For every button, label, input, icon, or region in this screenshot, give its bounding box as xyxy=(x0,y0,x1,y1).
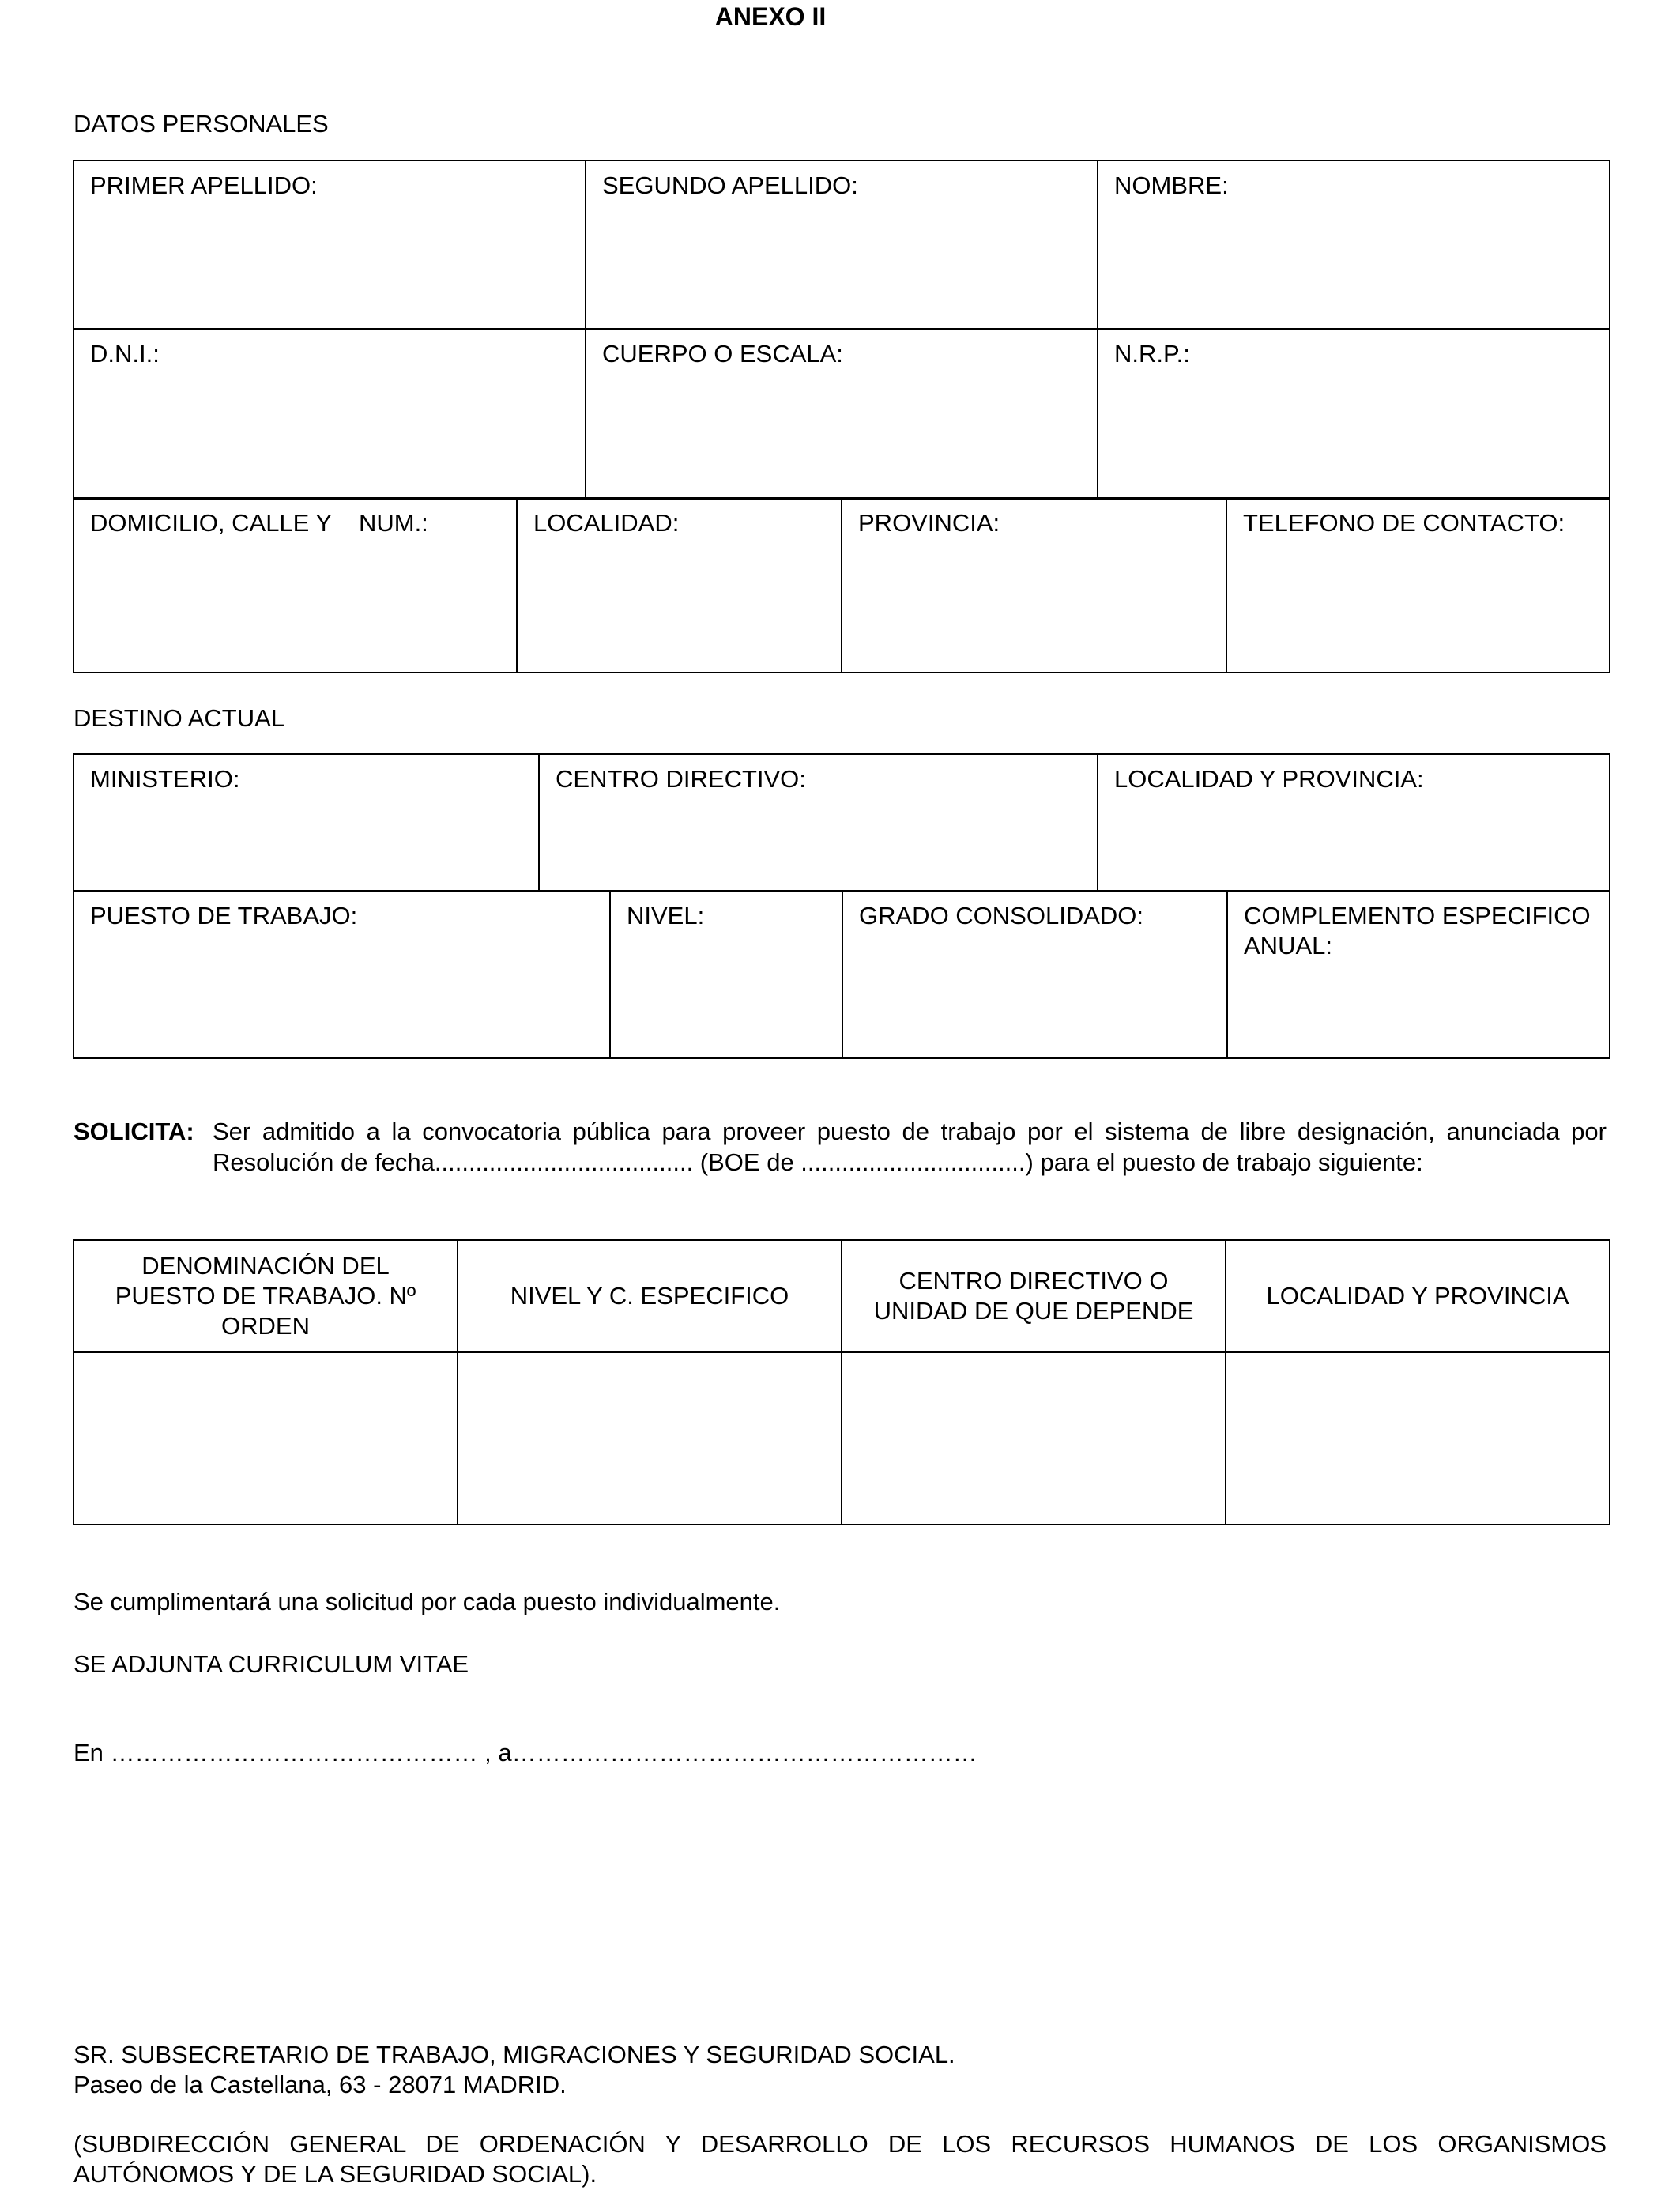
page-title: ANEXO II xyxy=(714,2,827,31)
addressee-line-2: Paseo de la Castellana, 63 - 28071 MADRID. xyxy=(73,2070,567,2098)
solicita-paragraph xyxy=(73,1117,1607,1178)
one-per-post-note: Se cumplimentará una solicitud por cada puesto individualmente. xyxy=(73,1588,781,1615)
solicita-text: Ser admitido a la convocatoria pública para proveer puesto de trabajo por el sistema de libre designación, anunciada por Resolución de fecha...................................... (BOE de .................................) para el puesto de trabajo siguiente: xyxy=(213,1118,1607,1176)
addressee-block xyxy=(73,2040,1607,2100)
primer-apellido-field[interactable]: PRIMER APELLIDO: xyxy=(73,160,586,329)
solicita-label: SOLICITA: xyxy=(73,1118,194,1145)
nivel-especifico-cell[interactable] xyxy=(458,1352,842,1525)
localidad-field[interactable]: LOCALIDAD: xyxy=(517,498,842,673)
personal-data-table-bottom xyxy=(73,497,1610,673)
dni-field[interactable]: D.N.I.: xyxy=(73,329,586,499)
centro-directivo-cell[interactable] xyxy=(842,1352,1226,1525)
addressee-line-1: SR. SUBSECRETARIO DE TRABAJO, MIGRACIONES Y SEGURIDAD SOCIAL. xyxy=(73,2041,955,2068)
nivel-field[interactable]: NIVEL: xyxy=(610,891,842,1058)
header-denominacion: DENOMINACIÓN DEL PUESTO DE TRABAJO. Nº ORDEN xyxy=(73,1240,458,1352)
header-centro-directivo: CENTRO DIRECTIVO O UNIDAD DE QUE DEPENDE xyxy=(842,1240,1226,1352)
header-localidad-provincia: LOCALIDAD Y PROVINCIA xyxy=(1226,1240,1610,1352)
destino-actual-heading: DESTINO ACTUAL xyxy=(73,704,284,732)
denominacion-cell[interactable] xyxy=(73,1352,458,1525)
localidad-provincia-cell[interactable] xyxy=(1226,1352,1610,1525)
localidad-provincia-field[interactable]: LOCALIDAD Y PROVINCIA: xyxy=(1098,754,1610,891)
destino-table-top xyxy=(73,753,1610,892)
header-nivel-especifico: NIVEL Y C. ESPECIFICO xyxy=(458,1240,842,1352)
curriculum-note: SE ADJUNTA CURRICULUM VITAE xyxy=(73,1650,469,1678)
complemento-especifico-field[interactable]: COMPLEMENTO ESPECIFICO ANUAL: xyxy=(1227,891,1610,1058)
puesto-solicitado-table xyxy=(73,1239,1610,1525)
subdireccion-note: (SUBDIRECCIÓN GENERAL DE ORDENACIÓN Y DESARROLLO DE LOS RECURSOS HUMANOS DE LOS ORGANISMOS AUTÓNOMOS Y DE LA SEGURIDAD SOCIAL). xyxy=(73,2130,1607,2188)
personal-data-table-top xyxy=(73,160,1610,500)
centro-directivo-field[interactable]: CENTRO DIRECTIVO: xyxy=(539,754,1098,891)
nrp-field[interactable]: N.R.P.: xyxy=(1098,329,1610,499)
place-date-line[interactable]: En ……………………………………… , a………………………………………………… xyxy=(73,1739,977,1766)
provincia-field[interactable]: PROVINCIA: xyxy=(842,498,1226,673)
telefono-field[interactable]: TELEFONO DE CONTACTO: xyxy=(1226,498,1610,673)
destino-table-bottom xyxy=(73,890,1610,1059)
nombre-field[interactable]: NOMBRE: xyxy=(1098,160,1610,329)
ministerio-field[interactable]: MINISTERIO: xyxy=(73,754,539,891)
segundo-apellido-field[interactable]: SEGUNDO APELLIDO: xyxy=(586,160,1098,329)
grado-consolidado-field[interactable]: GRADO CONSOLIDADO: xyxy=(842,891,1227,1058)
datos-personales-heading: DATOS PERSONALES xyxy=(73,110,329,138)
cuerpo-escala-field[interactable]: CUERPO O ESCALA: xyxy=(586,329,1098,499)
puesto-trabajo-field[interactable]: PUESTO DE TRABAJO: xyxy=(73,891,610,1058)
domicilio-field[interactable]: DOMICILIO, CALLE Y NUM.: xyxy=(73,498,517,673)
